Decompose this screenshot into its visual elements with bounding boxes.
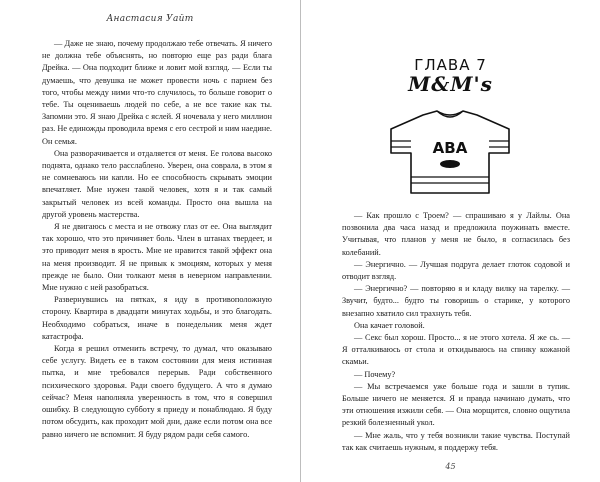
- right-paragraph-6: — Почему?: [354, 369, 396, 379]
- running-head: Анастасия Уайт: [106, 14, 194, 24]
- chapter-title: ГЛАВА 7: [414, 56, 487, 74]
- left-paragraph-4: Развернувшись на пятках, я иду в противоположную сторону. Квартира в двадцати минутах ходьбы, и это благодать. Необходимо собраться, иначе в понедельник меня ждет катастрофа.: [42, 295, 272, 341]
- left-paragraph-1: — Даже не знаю, почему продолжаю тебе отвечать. Я ничего не должна тебе объяснять, но повторю еще раз ради блага Дрейка. — Она подходит ближе и ловит мой взгляд. — Если ты думаешь, что девушка не может провести ночь с парнем без того, чтобы между ними что-то случилось, то больше говорит о тебе. Ты оцениваешь людей по себе, а не все такие как ты. Запомни это. Я знаю Дрейка с яслей. Я ночевала у него миллион раз. Не единожды проводила время с его сестрой и ним наедине. Он семья.: [42, 39, 272, 146]
- left-paragraph-3: Я не двигаюсь с места и не отвожу глаз от ее. Она выглядит так хорошо, что это причиняет боль. Член в штанах твердеет, и это приводит меня в ярость. Мне не нравится такой эффект она на меня производит. Я не привык к эмоциям, которых у меня прежде не было. Они толкают меня в неверном направлении. Мне нужно с ней разобраться.: [42, 222, 272, 293]
- left-paragraph-2: Она разворачивается и отдаляется от меня. Ее голова высоко поднята, однако тело расслаблено. Уверен, она соврала, в этом я не сомневаюсь ни капли. Но ее способность скрывать эмоции впечатляет. Мне нужен такой человек, хотя я и так самый закрытый человек из всей команды. Просто она вышла на другой уровень мастерства.: [42, 148, 272, 219]
- right-paragraph-3: — Энергично? — повторяю я и кладу вилку на тарелку. — Звучит, будто... будто ты говоришь о старике, у которого внезапно хватило сил трахнуть тебя.: [342, 284, 570, 318]
- right-paragraph-4: Она качает головой.: [354, 320, 425, 330]
- left-body-text: [42, 38, 272, 441]
- right-paragraph-2: — Энергично. — Лучшая подруга делает глоток содовой и отводит взгляд.: [342, 259, 570, 282]
- right-paragraph-7: — Мы встречаемся уже больше года и зашли в тупик. Больше ничего не меняется. Я и правда начинаю думать, что эти отношения изжили себя. — Она морщится, словно ощутила резкий болезненный укол.: [342, 381, 570, 428]
- jersey-text: АВА: [432, 139, 468, 157]
- left-paragraph-5: Когда я решил отменить встречу, то думал, что оказываю себе услугу. Видеть ее в таком состоянии для меня истинная пытка, и мне требовался перерыв. Ради собственного психического здоровья. Ради своего будущего. А что я думаю сейчас? Меня наполняла уверенность в том, что я совершил ошибку. В следующую субботу я приеду и понаблюдаю. Я буду потом обсудить, как проходит мой дни, даже если потом она все равно ничего не вспомнит. Я буду рядом ради себя самого.: [42, 344, 272, 439]
- right-paragraph-8: — Мне жаль, что у тебя возникли такие чувства. Поступай так как считаешь нужным, я поддержу тебя.: [342, 430, 570, 452]
- right-paragraph-1: — Как прошло с Троем? — спрашиваю я у Лайлы. Она позвонила два часа назад и предложила поужинать вместе. Учитывая, что планов у меня не было, я согласилась без колебаний.: [342, 211, 570, 257]
- chapter-subtitle: M&M's: [408, 72, 493, 96]
- page-number: 45: [445, 462, 456, 471]
- right-body-text: [342, 210, 570, 454]
- right-paragraph-5: — Секс был хорош. Просто... я не этого хотела. Я же сь. — Я отталкиваюсь от стола и откидываюсь на спинку кожаной скамьи.: [342, 333, 570, 367]
- hockey-jersey-icon: [385, 107, 515, 197]
